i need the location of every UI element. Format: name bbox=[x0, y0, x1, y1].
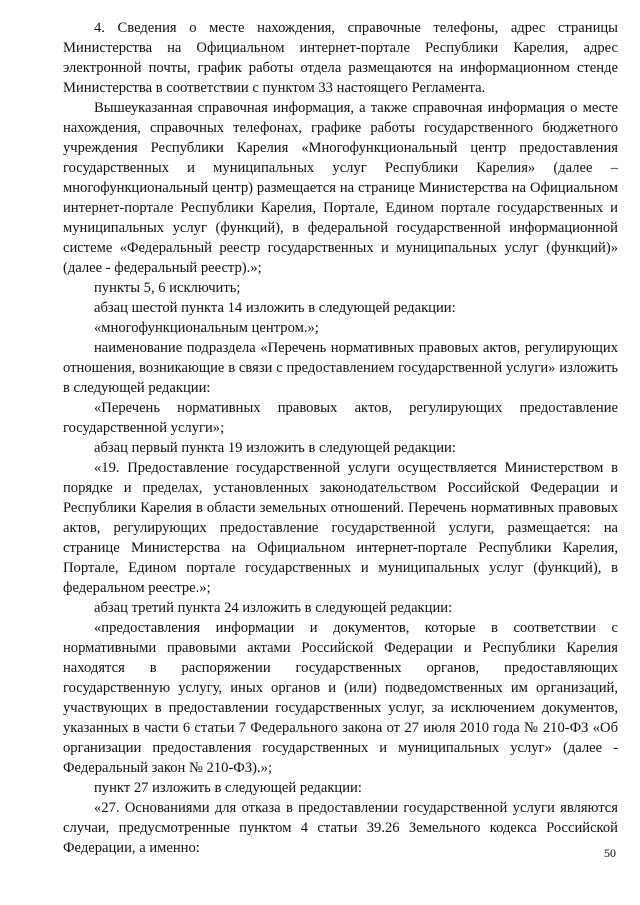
paragraph-12: пункт 27 изложить в следующей редакции: bbox=[94, 780, 362, 796]
paragraph-13: «27. Основаниями для отказа в предоставлении государственной услуги являются случаи, предусмотренные пунктом 4 статьи 39.26 Земельного кодекса Российской Федерации, а именно: bbox=[63, 800, 618, 856]
paragraph-9: «19. Предоставление государственной услуги осуществляется Министерством в порядке и пределах, установленных законодательством Российской Федерации и Республики Карелия в области земельных отношений. Перечень нормативных правовых актов, регулирующих предоставление государственной услуги, размещается: на странице Министерства на Официальном интернет-портале Республики Карелия, Портале, Едином портале государственных и муниципальных услуг (функций), в федеральном реестре.»; bbox=[63, 460, 618, 596]
paragraph-8: абзац первый пункта 19 изложить в следующей редакции: bbox=[94, 440, 456, 456]
paragraph-1: 4. Сведения о месте нахождения, справочные телефоны, адрес страницы Министерства на Официальном интернет-портале Республики Карелия, адрес электронной почты, график работы отдела размещаются на информационном стенде Министерства в соответствии с пунктом 33 настоящего Регламента. bbox=[63, 20, 618, 96]
document-body bbox=[63, 18, 618, 858]
paragraph-10: абзац третий пункта 24 изложить в следующей редакции: bbox=[94, 600, 453, 616]
paragraph-6: наименование подраздела «Перечень нормативных правовых актов, регулирующих отношения, возникающие в связи с предоставлением государственной услуги» изложить в следующей редакции: bbox=[63, 340, 618, 396]
paragraph-11: «предоставления информации и документов, которые в соответствии с нормативными правовыми актами Российской Федерации и Республики Карелия находятся в распоряжении государственных органов, предоставляющих государственную услугу, иных органов и (или) подведомственных им организаций, участвующих в предоставлении государственных услуг, за исключением документов, указанных в части 6 статьи 7 Федерального закона от 27 июля 2010 года № 210-ФЗ «Об организации предоставления государственных и муниципальных услуг» (далее - Федеральный закон № 210-ФЗ).»; bbox=[63, 620, 618, 776]
paragraph-7: «Перечень нормативных правовых актов, регулирующих предоставление государственной услуги»; bbox=[63, 400, 618, 436]
paragraph-3: пункты 5, 6 исключить; bbox=[94, 280, 241, 296]
page-number: 50 bbox=[604, 846, 616, 860]
paragraph-5: «многофункциональным центром.»; bbox=[94, 320, 319, 336]
paragraph-4: абзац шестой пункта 14 изложить в следующей редакции: bbox=[94, 300, 456, 316]
paragraph-2: Вышеуказанная справочная информация, а также справочная информация о месте нахождения, справочных телефонах, графике работы государственного бюджетного учреждения Республики Карелия «Многофункциональный центр предоставления государственных и муниципальных услуг Республики Карелия» (далее – многофункциональный центр) размещается на странице Министерства на Официальном интернет-портале Республики Карелия, Портале, Едином портале государственных и муниципальных услуг (функций), в федеральной государственной информационной системе «Федеральный реестр государственных и муниципальных услуг (функций)» (далее - федеральный реестр).»; bbox=[63, 100, 618, 276]
